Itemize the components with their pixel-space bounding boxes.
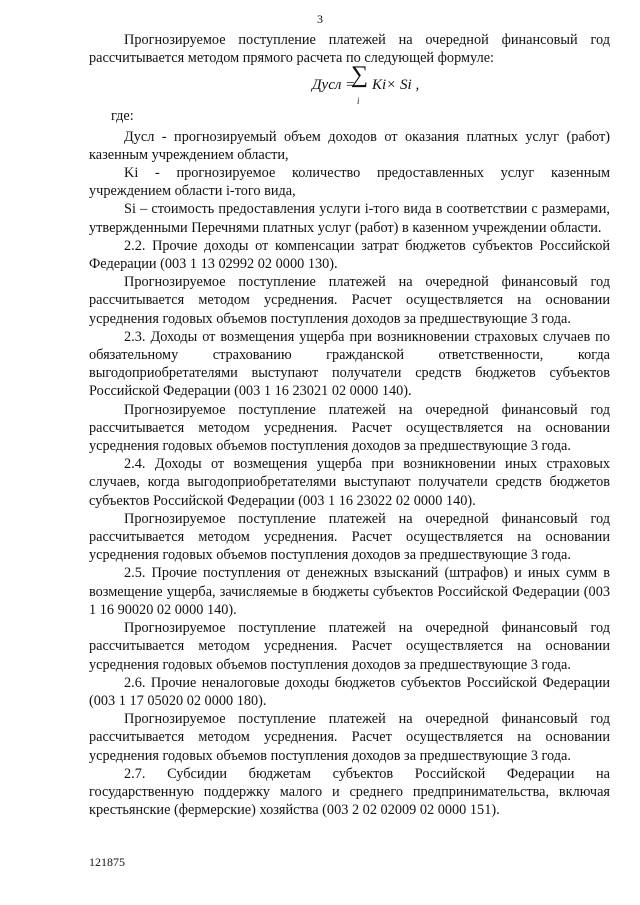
definition-dusl: Дусл - прогнозируемый объем доходов от оказания платных услуг (работ) казенным учреждением области,: [89, 128, 610, 163]
where-label: где:: [111, 108, 134, 125]
section-2-7: 2.7. Субсидии бюджетам субъектов Российской Федерации на государственную поддержку малого и среднего предпринимательства, включая крестьянские (фермерские) хозяйства (003 2 02 02009 02 0000 151).: [89, 765, 610, 819]
method-paragraph: Прогнозируемое поступление платежей на очередной финансовый год рассчитывается методом усреднения. Расчет осуществляется на основании усреднения годовых объемов поступления доходов за предшествующие 3 года.: [89, 401, 610, 455]
section-2-2: 2.2. Прочие доходы от компенсации затрат бюджетов субъектов Российской Федерации (003 1 13 02992 02 0000 130).: [89, 237, 610, 273]
section-2-3: 2.3. Доходы от возмещения ущерба при возникновении страховых случаев по обязательному страхованию гражданской ответственности, когда выгодоприобретателями выступают получатели средств бюджетов субъектов Российской Федерации (003 1 16 23021 02 0000 140).: [89, 328, 610, 400]
method-paragraph: Прогнозируемое поступление платежей на очередной финансовый год рассчитывается методом усреднения. Расчет осуществляется на основании усреднения годовых объемов поступления доходов за предшествующие 3 года.: [89, 274, 610, 327]
page-number: 3: [317, 12, 323, 26]
method-paragraph: Прогнозируемое поступление платежей на очередной финансовый год рассчитывается методом усреднения. Расчет осуществляется на основании усреднения годовых объемов поступления доходов за предшествующие 3 года.: [89, 711, 610, 764]
intro-paragraph: Прогнозируемое поступление платежей на очередной финансовый год рассчитывается методом прямого расчета по следующей формуле:: [89, 32, 610, 67]
formula-lhs: Дусл =: [312, 77, 356, 94]
document-code: 121875: [89, 855, 125, 869]
sum-index: i: [357, 96, 360, 107]
formula-rhs: Ki× Si ,: [372, 77, 420, 94]
section-2-6: 2.6. Прочие неналоговые доходы бюджетов субъектов Российской Федерации (003 1 17 05020 02 0000 180).: [89, 674, 610, 709]
definition-si: Si – стоимость предоставления услуги i-того вида в соответствии с размерами, утвержденными Перечнями платных услуг (работ) в казенном учреждении области.: [89, 201, 610, 236]
income-formula: [89, 62, 610, 107]
sum-symbol: ∑: [351, 62, 369, 89]
method-paragraph: Прогнозируемое поступление платежей на очередной финансовый год рассчитывается методом усреднения. Расчет осуществляется на основании усреднения годовых объемов поступления доходов за предшествующие 3 года.: [89, 510, 610, 564]
section-2-5: 2.5. Прочие поступления от денежных взысканий (штрафов) и иных сумм в возмещение ущерба, зачисляемые в бюджеты субъектов Российской Федерации (003 1 16 90020 02 0000 140).: [89, 565, 610, 618]
section-2-4: 2.4. Доходы от возмещения ущерба при возникновении иных страховых случаев, когда выгодоприобретателями выступают получатели средств бюджетов субъектов Российской Федерации (003 1 16 23022 02 0000 140).: [89, 456, 610, 509]
method-paragraph: Прогнозируемое поступление платежей на очередной финансовый год рассчитывается методом усреднения. Расчет осуществляется на основании усреднения годовых объемов поступления доходов за предшествующие 3 года.: [89, 620, 610, 673]
document-body: [89, 31, 610, 819]
definition-ki: Ki - прогнозируемое количество предоставленных услуг казенным учреждением области i-того вида,: [89, 165, 610, 200]
